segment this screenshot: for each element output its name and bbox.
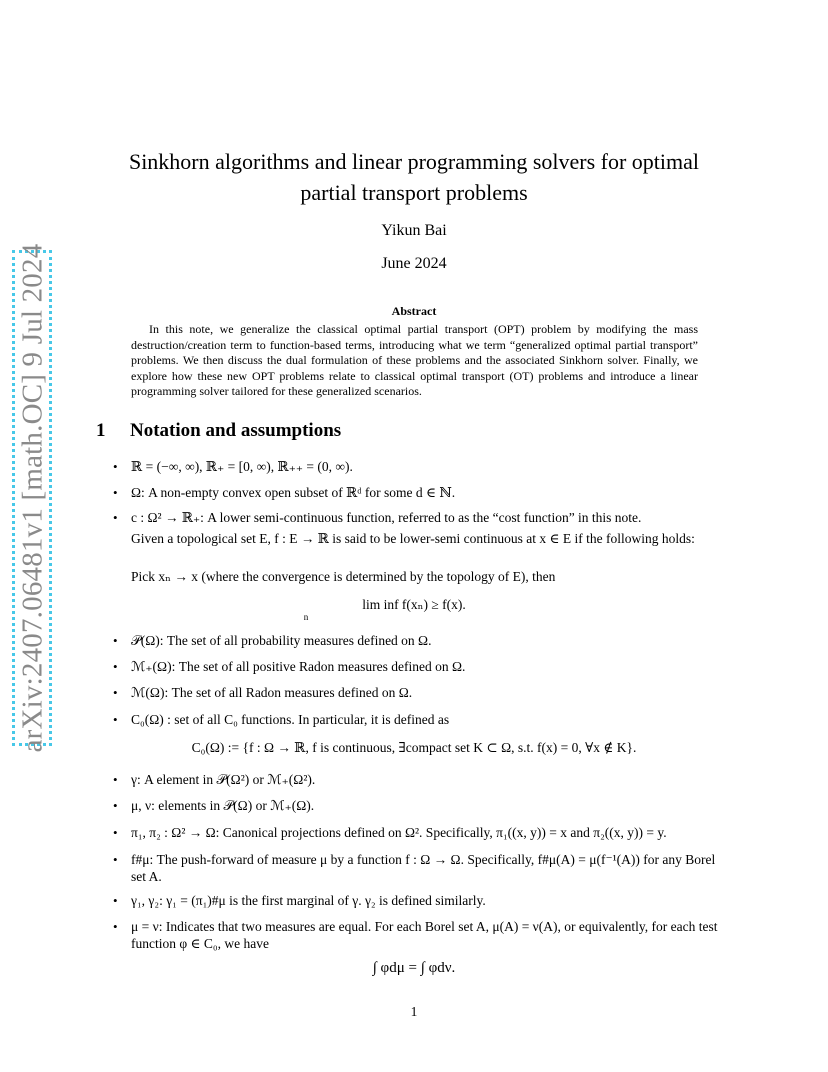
- bullet-icon: •: [113, 485, 118, 500]
- list-item-mu-nu: μ, ν: elements in 𝒫(Ω) or ℳ₊(Ω).: [131, 798, 315, 813]
- section-number: 1: [96, 420, 106, 441]
- list-item-reals: ℝ = (−∞, ∞), ℝ₊ = [0, ∞), ℝ₊₊ = (0, ∞).: [131, 459, 353, 474]
- list-item-prob-measures: 𝒫(Ω): The set of all probability measures defined on Ω.: [131, 633, 432, 648]
- bullet-icon: •: [113, 772, 118, 787]
- bullet-icon: •: [113, 685, 118, 700]
- abstract-text: In this note, we generalize the classical optimal partial transport (OPT) problem by modifying the mass destruction/creation term to function-based terms, introducing what we term “generalized optimal partial transport” problems. We then discuss the dual formulation of these problems and the associated Sinkhorn solver. Finally, we explore how these new OPT problems relate to classical optimal transport (OT) problems and introduce a linear programming solver tailored for these generalized scenarios.: [131, 322, 698, 398]
- bullet-icon: •: [113, 459, 118, 474]
- title-line-1: Sinkhorn algorithms and linear programming solvers for optimal: [128, 149, 700, 174]
- list-item-positive-radon: ℳ₊(Ω): The set of all positive Radon measures defined on Ω.: [131, 659, 466, 674]
- bullet-icon: •: [113, 852, 118, 867]
- section-heading: [96, 420, 341, 442]
- bullet-icon: •: [113, 633, 118, 648]
- paper-title: [80, 146, 748, 208]
- list-item-projections: π₁, π₂ : Ω² → Ω: Canonical projections defined on Ω². Specifically, π₁((x, y)) = x and π₂((x, y)) = y.: [131, 825, 667, 840]
- list-item-pushforward: f#μ: The push-forward of measure μ by a function f : Ω → Ω. Specifically, f#μ(A) = μ(f⁻¹(A)) for any Borel set A.: [131, 852, 716, 884]
- section-title: Notation and assumptions: [130, 420, 342, 441]
- list-item-cost: c : Ω² → ℝ₊: A lower semi-continuous function, referred to as the “cost function” in this note.: [131, 510, 642, 525]
- lsc-definition: Given a topological set E, f : E → ℝ is said to be lower-semi continuous at x ∈ E if the following holds:: [131, 531, 695, 546]
- list-item-gamma: γ: A element in 𝒫(Ω²) or ℳ₊(Ω²).: [131, 772, 316, 787]
- bullet-icon: •: [113, 919, 118, 934]
- bullet-icon: •: [113, 798, 118, 813]
- arxiv-stamp-text: arXiv:2407.06481v1 [math.OC] 9 Jul 2024: [16, 243, 49, 753]
- bullet-icon: •: [113, 510, 118, 525]
- title-line-2: partial transport problems: [300, 180, 528, 205]
- list-item-radon: ℳ(Ω): The set of all Radon measures defined on Ω.: [131, 685, 413, 700]
- bullet-icon: •: [113, 893, 118, 908]
- lsc-sequence: Pick xₙ → x (where the convergence is determined by the topology of E), then: [131, 569, 556, 584]
- author: Yikun Bai: [381, 222, 447, 239]
- abstract-heading: Abstract: [391, 304, 437, 318]
- equation-c0: C₀(Ω) := {f : Ω → ℝ, f is continuous, ∃compact set K ⊂ Ω, s.t. f(x) = 0, ∀x ∉ K}.: [191, 740, 637, 755]
- bullet-icon: •: [113, 659, 118, 674]
- arxiv-stamp: [12, 243, 56, 753]
- list-item-marginal: γ₁, γ₂: γ₁ = (π₁)#μ is the first marginal of γ. γ₂ is defined similarly.: [131, 893, 486, 908]
- page-number: 1: [410, 1004, 418, 1019]
- equation-liminf: [80, 597, 748, 613]
- list-item-omega: Ω: A non-empty convex open subset of ℝᵈ for some d ∈ ℕ.: [131, 485, 456, 500]
- bullet-icon: •: [113, 712, 118, 727]
- equation-integral: ∫ φdμ = ∫ φdν.: [372, 960, 456, 976]
- date: June 2024: [381, 255, 447, 272]
- equation-liminf-sub: n: [303, 612, 309, 622]
- equation-liminf-text: lim inf f(xₙ) ≥ f(x).: [362, 597, 466, 612]
- list-item-c0: C₀(Ω) : set of all C₀ functions. In particular, it is defined as: [131, 712, 450, 727]
- list-item-equality: μ = ν: Indicates that two measures are equal. For each Borel set A, μ(A) = ν(A), or equivalently, for each test function φ ∈ C₀, we have: [131, 919, 718, 951]
- bullet-icon: •: [113, 825, 118, 840]
